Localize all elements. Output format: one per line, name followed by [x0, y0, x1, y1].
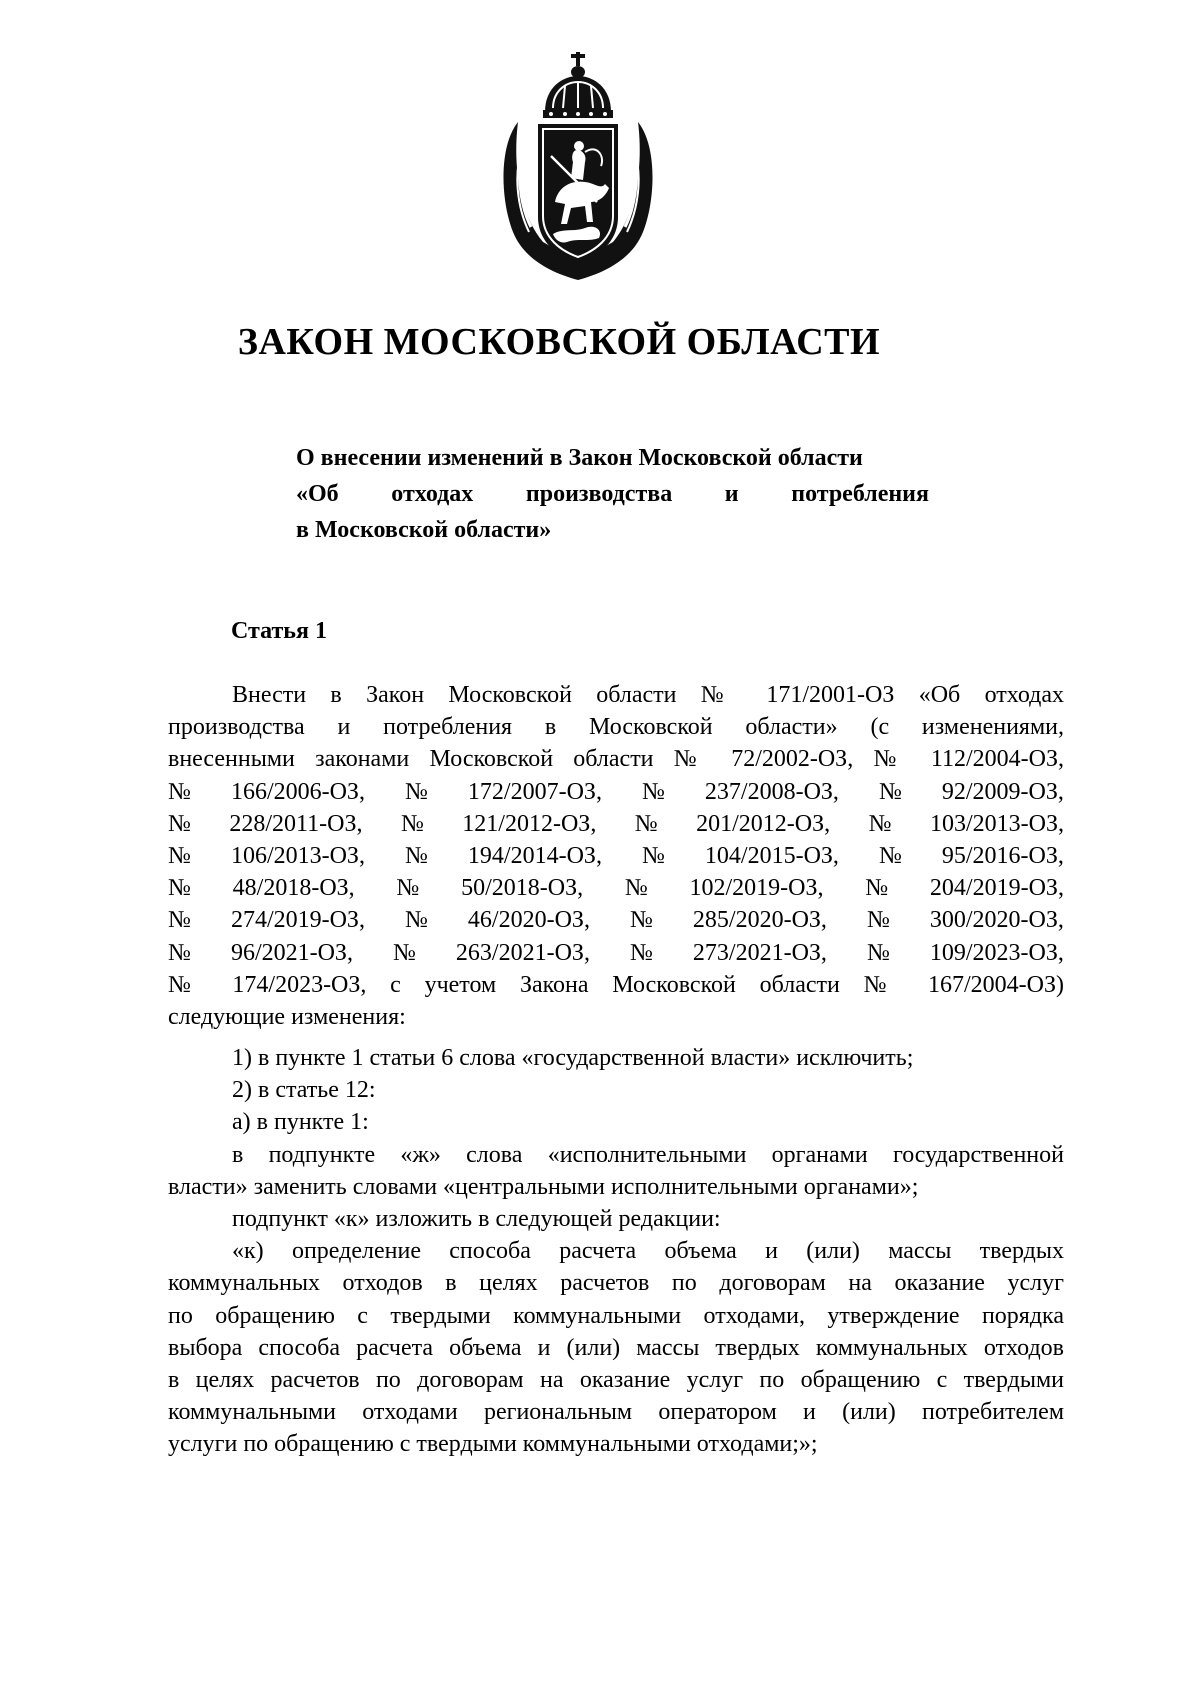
- law-number: 96/2021-ОЗ,: [230, 939, 353, 966]
- number-sign: №: [404, 843, 428, 870]
- law-number: 300/2020-ОЗ,: [929, 907, 1064, 934]
- number-sign: №: [878, 843, 902, 870]
- text-line: следующие изменения:: [168, 1004, 406, 1031]
- change-item-2: 2) в статье 12:: [232, 1077, 376, 1104]
- subtitle-line: в Московской области»: [296, 517, 552, 543]
- number-sign: №: [866, 939, 890, 966]
- number-sign: №: [400, 810, 424, 837]
- text-line: власти» заменить словами «центральными исполнительными органами»;: [168, 1173, 919, 1200]
- text-line: по обращению с твердыми коммунальными отходами, утверждение порядка: [168, 1302, 1064, 1329]
- subtitle-line: О внесении изменений в Закон Московской области: [296, 445, 863, 471]
- law-number: 103/2013-ОЗ,: [929, 810, 1064, 837]
- number-sign: №: [404, 778, 428, 805]
- coat-of-arms-emblem: [493, 52, 663, 284]
- law-number: 50/2018-ОЗ,: [461, 875, 584, 902]
- number-sign: №: [168, 778, 191, 805]
- law-number: 285/2020-ОЗ,: [692, 907, 827, 934]
- number-sign: №: [168, 939, 191, 966]
- text-line: внесенными законами Московской области № 72/2002-ОЗ, № 112/2004-ОЗ,: [168, 746, 1064, 773]
- change-item-2a: а) в пункте 1:: [232, 1109, 369, 1136]
- number-sign: №: [168, 875, 191, 902]
- number-sign: №: [878, 778, 902, 805]
- law-number: 46/2020-ОЗ,: [467, 907, 590, 934]
- law-number: 204/2019-ОЗ,: [929, 875, 1064, 902]
- number-sign: №: [634, 810, 658, 837]
- intro-paragraph: [168, 679, 1064, 1033]
- number-sign: №: [168, 843, 191, 870]
- number-sign: №: [868, 810, 892, 837]
- law-number: 274/2019-ОЗ,: [230, 907, 365, 934]
- law-number: 166/2006-ОЗ,: [230, 778, 365, 805]
- text-line: Внести в Закон Московской области № 171/2001-ОЗ «Об отходах: [232, 682, 1064, 708]
- number-sign: №: [168, 810, 191, 837]
- law-number: 102/2019-ОЗ,: [689, 875, 824, 902]
- text-line: № 174/2023-ОЗ, с учетом Закона Московской области № 167/2004-ОЗ): [168, 971, 1064, 998]
- law-number-row: [168, 937, 1064, 969]
- law-number: 194/2014-ОЗ,: [467, 843, 602, 870]
- law-number: 109/2023-ОЗ,: [929, 939, 1064, 966]
- law-number: 106/2013-ОЗ,: [230, 843, 365, 870]
- law-number: 121/2012-ОЗ,: [462, 810, 597, 837]
- article-heading: Статья 1: [231, 618, 327, 644]
- text-line: коммунальных отходов в целях расчетов по договорам на оказание услуг: [168, 1270, 1064, 1297]
- law-number: 48/2018-ОЗ,: [232, 875, 355, 902]
- number-sign: №: [392, 939, 416, 966]
- text-line: «к) определение способа расчета объема и (или) массы твердых: [232, 1238, 1064, 1265]
- law-number: 273/2021-ОЗ,: [692, 939, 827, 966]
- law-number-row: [168, 776, 1064, 808]
- text-line: в целях расчетов по договорам на оказание услуг по обращению с твердыми: [168, 1367, 1064, 1394]
- document-subtitle: [296, 440, 929, 548]
- law-number: 263/2021-ОЗ,: [455, 939, 590, 966]
- number-sign: №: [629, 939, 653, 966]
- text-line: производства и потребления в Московской области» (с изменениями,: [168, 714, 1064, 741]
- change-item-1: 1) в пункте 1 статьи 6 слова «государственной власти» исключить;: [232, 1045, 914, 1071]
- law-number-row: [168, 904, 1064, 936]
- number-sign: №: [641, 778, 665, 805]
- law-number: 92/2009-ОЗ,: [941, 778, 1064, 805]
- number-sign: №: [624, 875, 648, 902]
- number-sign: №: [404, 907, 428, 934]
- number-sign: №: [396, 875, 420, 902]
- law-number-row: [168, 840, 1064, 872]
- law-number: 201/2012-ОЗ,: [696, 810, 831, 837]
- law-number: 104/2015-ОЗ,: [704, 843, 839, 870]
- text-line: услуги по обращению с твердыми коммунальными отходами;»;: [168, 1431, 818, 1458]
- law-number: 228/2011-ОЗ,: [229, 810, 363, 837]
- number-sign: №: [629, 907, 653, 934]
- text-line: выбора способа расчета объема и (или) массы твердых коммунальных отходов: [168, 1334, 1064, 1361]
- number-sign: №: [865, 875, 889, 902]
- text-line: коммунальными отходами региональным оператором и (или) потребителем: [168, 1399, 1064, 1426]
- number-sign: №: [168, 907, 191, 934]
- subtitle-line: «Об отходах производства и потребления: [296, 481, 929, 507]
- law-number: 95/2016-ОЗ,: [941, 843, 1064, 870]
- law-number-list: [168, 776, 1064, 969]
- text-line: подпункт «к» изложить в следующей редакции:: [232, 1206, 721, 1233]
- document-title: ЗАКОН МОСКОВСКОЙ ОБЛАСТИ: [237, 321, 881, 363]
- law-number-row: [168, 808, 1064, 840]
- changes-section: [168, 1042, 1064, 1461]
- law-number-row: [168, 872, 1064, 904]
- law-number: 172/2007-ОЗ,: [467, 778, 602, 805]
- text-line: в подпункте «ж» слова «исполнительными органами государственной: [232, 1141, 1064, 1168]
- number-sign: №: [641, 843, 665, 870]
- number-sign: №: [866, 907, 890, 934]
- law-number: 237/2008-ОЗ,: [704, 778, 839, 805]
